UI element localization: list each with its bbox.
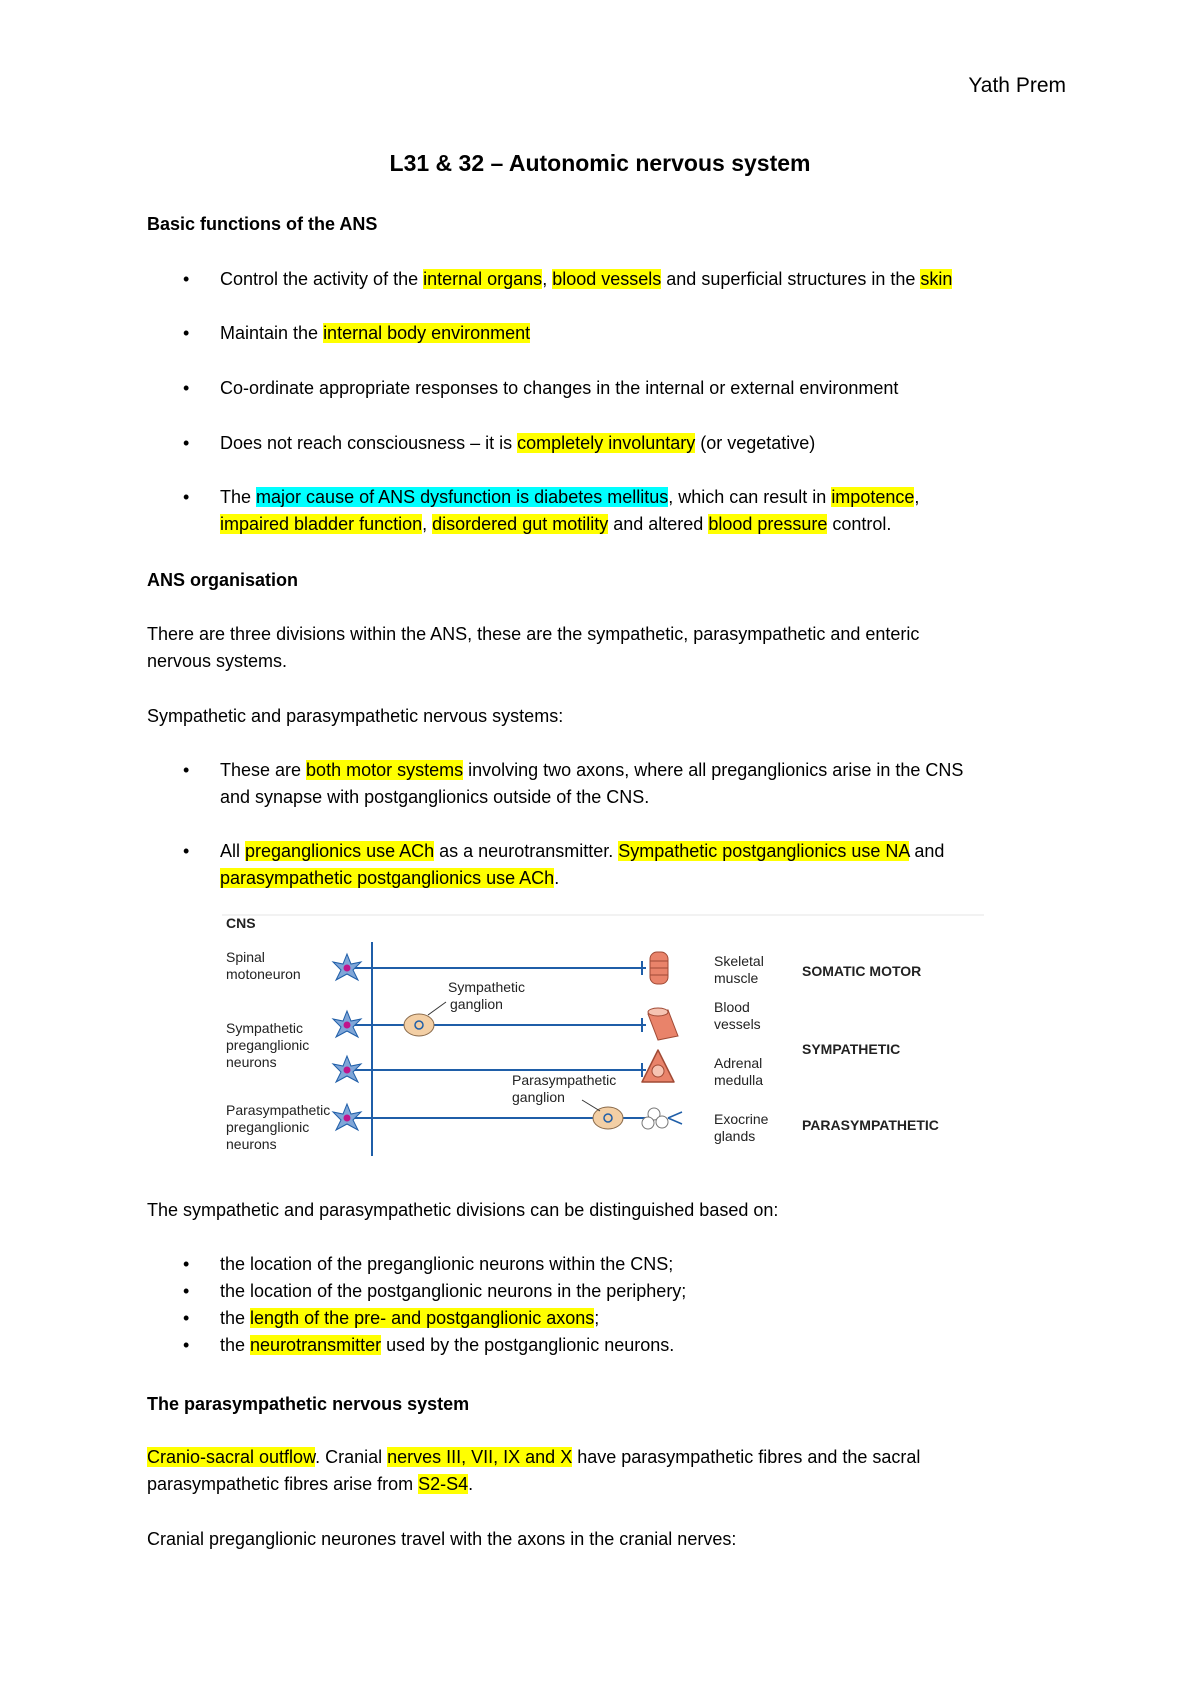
bullet-text: Does not reach consciousness – it is completely involuntary (or vegetative) — [220, 433, 816, 453]
adrenal-medulla-label: Adrenal medulla — [714, 1055, 764, 1088]
bullet-marker: • — [183, 1335, 190, 1355]
parasympathetic-heading: The parasympathetic nervous system — [147, 1394, 470, 1414]
bullet-marker: • — [183, 760, 190, 780]
bullet-marker: • — [183, 841, 190, 861]
bullet-text: These are both motor systems involving two axons, where all preganglionics arise in the CNS and synapse with postganglionics outside of the CNS. — [220, 760, 964, 807]
paragraph: There are three divisions within the ANS, these are the sympathetic, parasympathetic and enteric nervous systems. — [147, 624, 920, 671]
blood-vessel-icon — [648, 1008, 678, 1040]
cns-label: CNS — [226, 915, 256, 931]
bullet-marker: • — [183, 1254, 190, 1274]
parasympathetic-label: PARASYMPATHETIC — [802, 1117, 939, 1133]
bullet-text: Maintain the internal body environment — [220, 323, 531, 343]
skeletal-muscle-icon — [650, 952, 668, 984]
exocrine-glands-label: Exocrine glands — [714, 1111, 769, 1144]
bullet-marker: • — [183, 487, 190, 507]
page-title: L31 & 32 – Autonomic nervous system — [389, 150, 811, 176]
bullet-text: Co-ordinate appropriate responses to changes in the internal or external environment — [220, 378, 899, 398]
pointer-arrow — [582, 1100, 600, 1111]
spinal-label: Spinal motoneuron — [226, 949, 301, 982]
bullet-marker: • — [183, 269, 190, 289]
pointer-arrow — [428, 1002, 446, 1015]
bullet-marker: • — [183, 1281, 190, 1301]
list-item: the location of the preganglionic neurons within the CNS; — [220, 1254, 674, 1274]
bullet-text: Control the activity of the internal organs, blood vessels and superficial structures in the skin — [220, 269, 953, 289]
bullet-text: The major cause of ANS dysfunction is diabetes mellitus, which can result in impotence, impaired bladder function, disordered gut motility and altered blood pressure control. — [220, 487, 920, 534]
sympathetic-label: SYMPATHETIC — [802, 1041, 901, 1057]
basic-functions-heading: Basic functions of the ANS — [147, 214, 378, 234]
paragraph: Cranio-sacral outflow. Cranial nerves III, VII, IX and X have parasympathetic fibres and the sacral parasympathetic fibres arise from S2-S4. — [147, 1447, 921, 1494]
ans-organisation-heading: ANS organisation — [147, 570, 299, 590]
paragraph: The sympathetic and parasympathetic divisions can be distinguished based on: — [147, 1200, 779, 1220]
bullet-marker: • — [183, 323, 190, 343]
ans-organisation-diagram — [222, 912, 984, 1160]
author-name: Yath Prem — [968, 74, 1066, 97]
bullet-text: All preganglionics use ACh as a neurotransmitter. Sympathetic postganglionics use NA and parasympathetic postganglionics use ACh. — [220, 841, 945, 888]
sympathetic-ganglion-icon — [404, 1014, 434, 1036]
list-item: the location of the postganglionic neurons in the periphery; — [220, 1281, 687, 1301]
paragraph: Sympathetic and parasympathetic nervous systems: — [147, 706, 564, 726]
blood-vessels-label: Blood vessels — [714, 999, 761, 1032]
parasympathetic-ganglion-label: Parasympathetic ganglion — [512, 1072, 617, 1105]
bullet-marker: • — [183, 1308, 190, 1328]
sympathetic-ganglion-label: Sympathetic ganglion — [448, 979, 526, 1012]
parasympathetic-ganglion-icon — [593, 1107, 623, 1129]
skeletal-muscle-label: Skeletal muscle — [714, 953, 764, 986]
symp-pre-label: Sympathetic preganglionic neurons — [226, 1020, 310, 1070]
adrenal-medulla-icon — [642, 1050, 674, 1082]
somatic-motor-label: SOMATIC MOTOR — [802, 963, 922, 979]
paragraph: Cranial preganglionic neurones travel with the axons in the cranial nerves: — [147, 1529, 737, 1549]
bullet-marker: • — [183, 433, 190, 453]
exocrine-gland-icon — [642, 1108, 682, 1129]
diagram-svg — [222, 912, 984, 1160]
bullet-marker: • — [183, 378, 190, 398]
para-pre-label: Parasympathetic preganglionic neurons — [226, 1102, 331, 1152]
list-item: the length of the pre- and postganglionic axons; — [220, 1308, 600, 1328]
list-item: the neurotransmitter used by the postganglionic neurons. — [220, 1335, 675, 1355]
